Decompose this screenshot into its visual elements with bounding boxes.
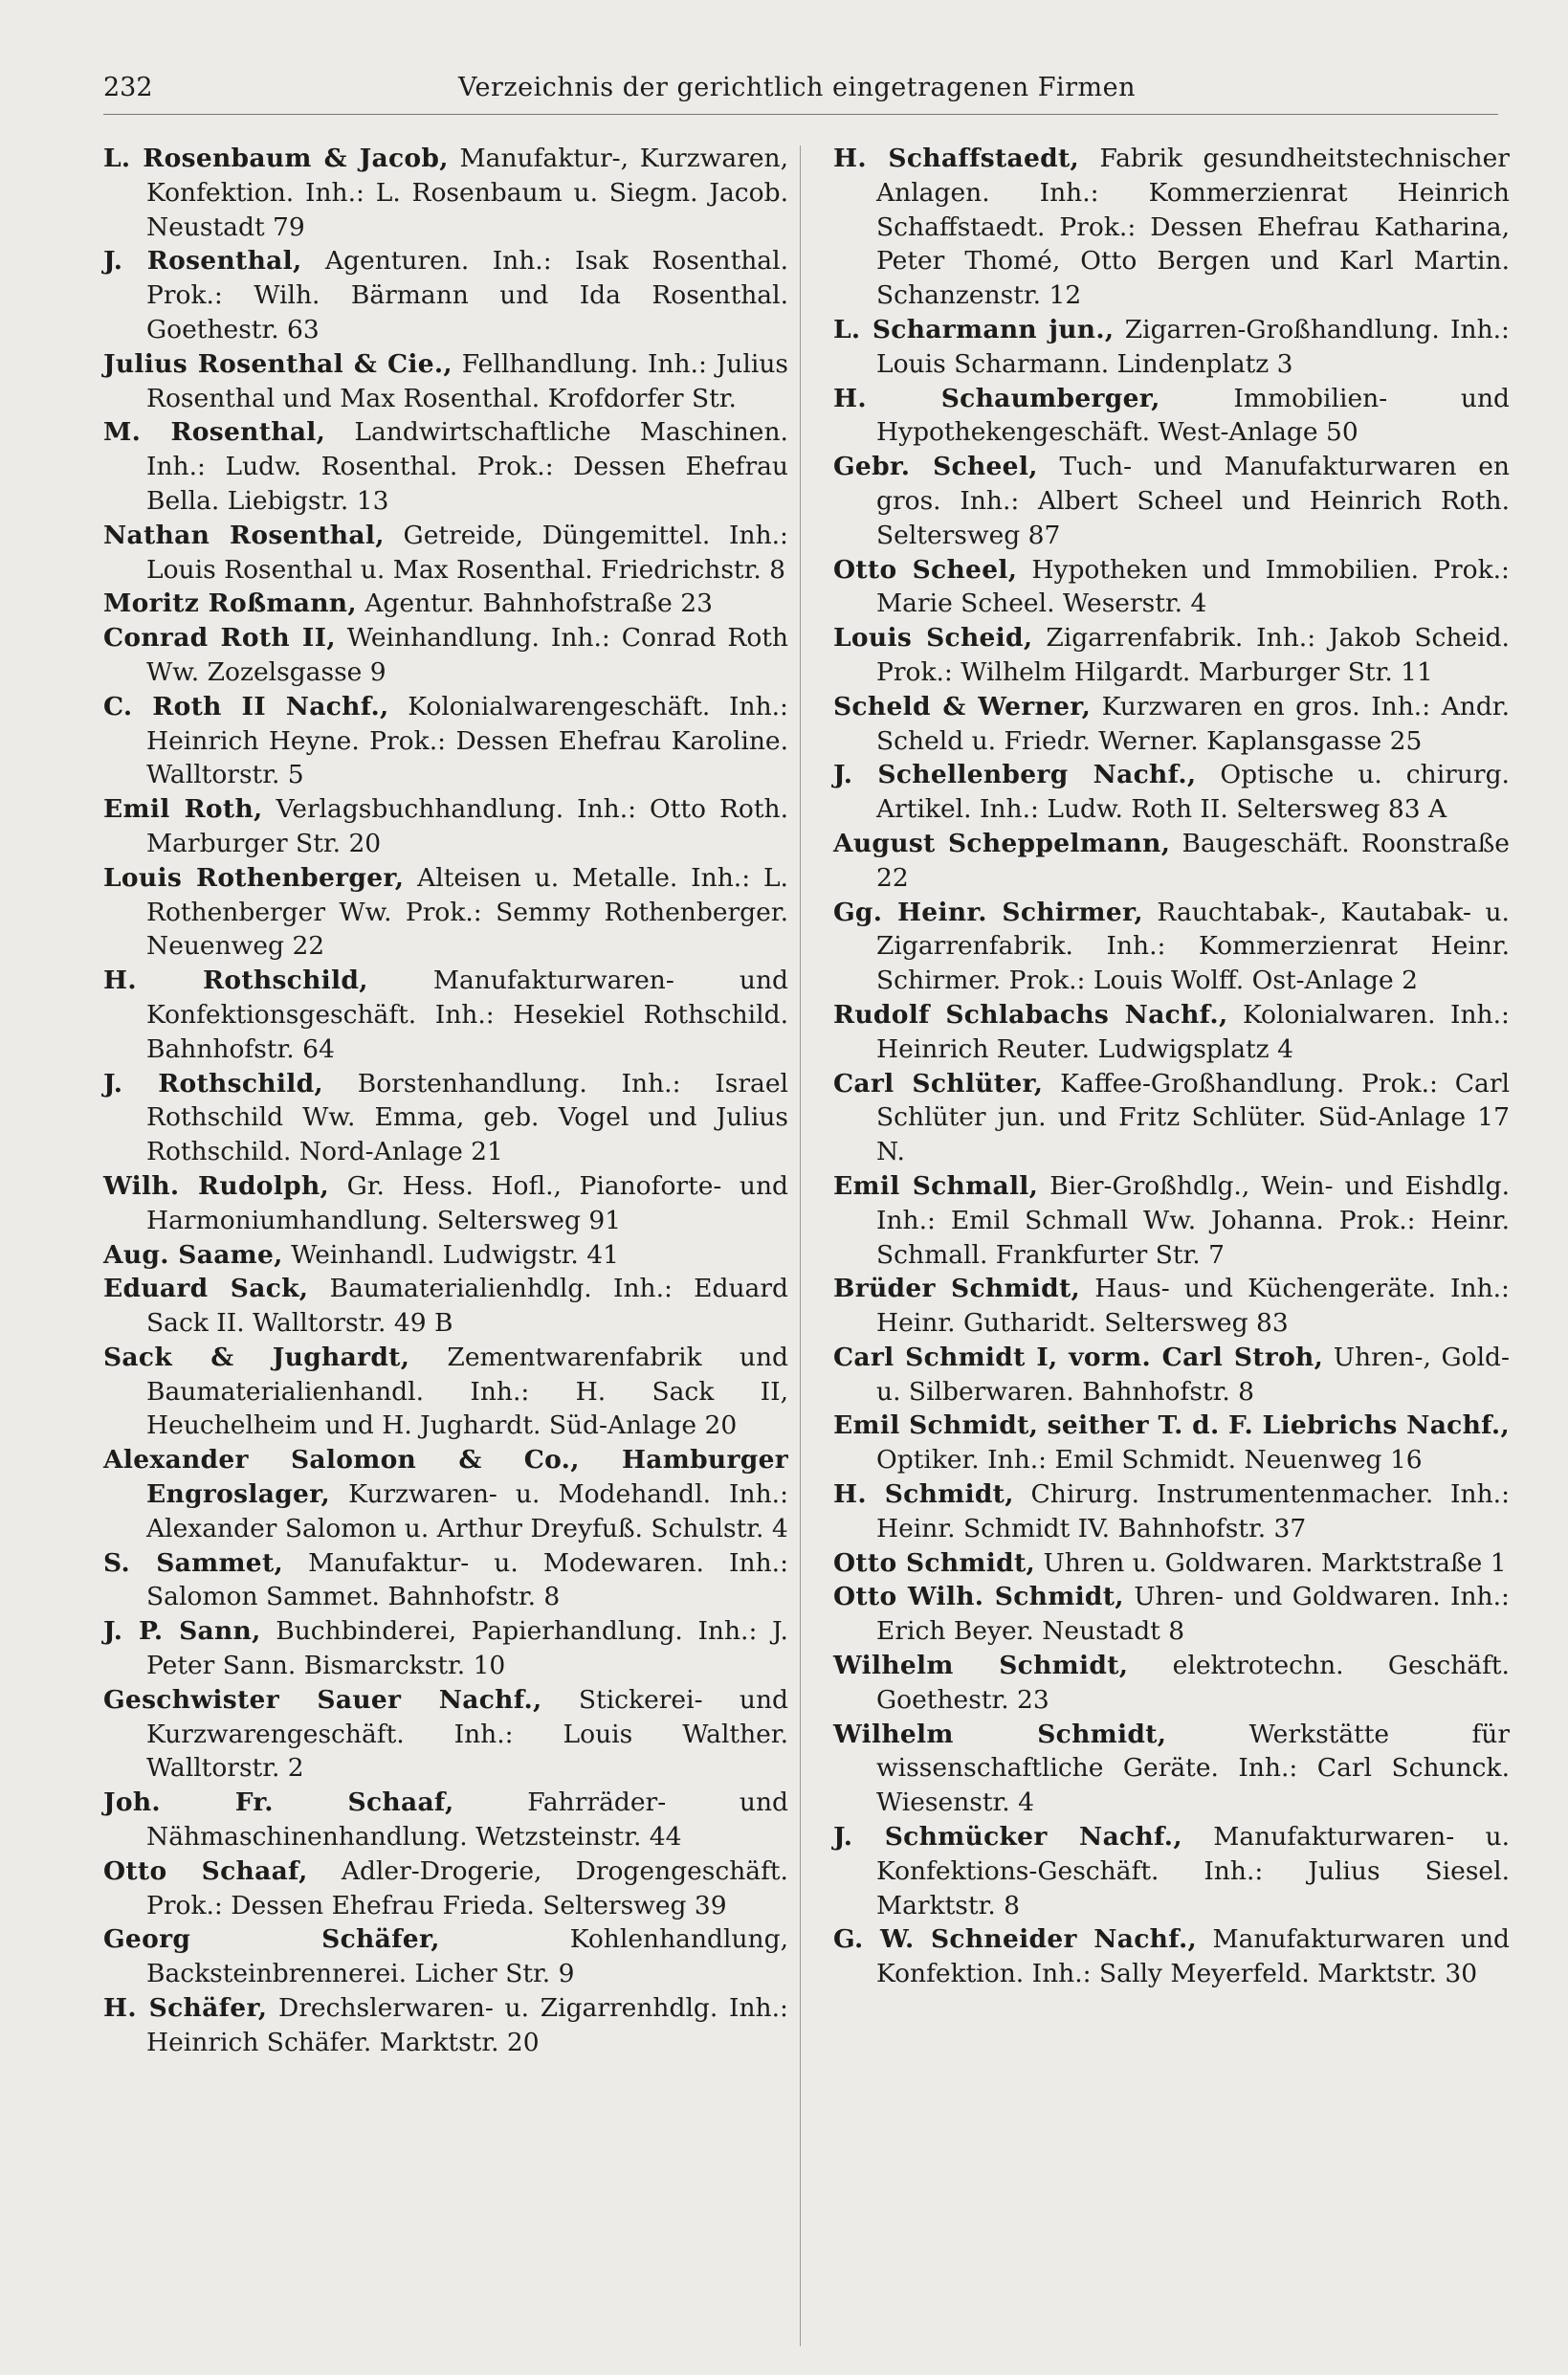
firm-details: Landwirtschaftliche Maschinen. Inh.: Ludw. Rosenthal. Prok.: Dessen Ehefrau Bella. Liebigstr. 13 <box>146 417 788 516</box>
firm-name: M. Rosenthal, <box>103 417 326 448</box>
firm-details: Manufakturwaren und Konfektion. Inh.: Sally Meyerfeld. Marktstr. 30 <box>876 1924 1510 1989</box>
firm-details: Optiker. Inh.: Emil Schmidt. Neuenweg 16 <box>876 1445 1423 1476</box>
directory-entry <box>103 1067 788 1169</box>
firm-name: Otto Wilh. Schmidt, <box>833 1582 1124 1612</box>
firm-details: Weinhandl. Ludwigstr. 41 <box>291 1239 619 1270</box>
firm-details: Borstenhandlung. Inh.: Israel Rothschild Ww. Emma, geb. Vogel und Julius Rothschild. Nord-Anlage 21 <box>146 1068 788 1167</box>
firm-details: Verlagsbuchhandlung. Inh.: Otto Roth. Marburger Str. 20 <box>146 794 788 858</box>
directory-entry <box>103 1922 788 1991</box>
firm-name: Moritz Roßmann, <box>103 588 357 619</box>
firm-name: Otto Scheel, <box>833 554 1018 585</box>
firm-details: Agenturen. Inh.: Isak Rosenthal. Prok.: Wilh. Bärmann und Ida Rosenthal. Goethestr. 63 <box>146 246 788 344</box>
firm-name: Carl Schmidt I, vorm. Carl Stroh, <box>833 1342 1324 1372</box>
firm-details: Manufaktur- u. Modewaren. Inh.: Salomon Sammet. Bahnhofstr. 8 <box>146 1547 788 1612</box>
directory-entry <box>833 382 1510 451</box>
firm-name: Louis Rothenberger, <box>103 862 405 893</box>
directory-entry <box>103 964 788 1066</box>
firm-details: Agentur. Bahnhofstraße 23 <box>364 588 713 619</box>
page-header <box>103 73 1491 111</box>
directory-entry <box>103 1854 788 1923</box>
firm-name: Alexander Salomon & Co., Hamburger Engroslager, <box>103 1445 788 1510</box>
firm-name: Scheld & Werner, <box>833 691 1092 721</box>
firm-name: Otto Schmidt, <box>833 1547 1036 1578</box>
firm-name: Emil Roth, <box>103 794 263 825</box>
firm-name: Wilhelm Schmidt, <box>833 1719 1167 1749</box>
directory-entry <box>103 1238 788 1273</box>
firm-name: Rudolf Schlabachs Nachf., <box>833 999 1228 1030</box>
directory-entry <box>103 1443 788 1545</box>
firm-name: H. Schmidt, <box>833 1479 1014 1510</box>
directory-entry <box>833 1409 1510 1477</box>
directory-entry <box>103 1169 788 1238</box>
firm-name: C. Roth II Nachf., <box>103 691 389 721</box>
firm-details: Buchbinderei, Papierhandlung. Inh.: J. Peter Sann. Bismarckstr. 10 <box>146 1616 788 1681</box>
directory-entry <box>833 998 1510 1067</box>
firm-name: H. Rothschild, <box>103 966 368 996</box>
running-title: Verzeichnis der gerichtlich eingetragenen Firmen <box>458 73 1136 102</box>
directory-entry <box>833 1272 1510 1341</box>
firm-details: Getreide, Düngemittel. Inh.: Louis Rosenthal u. Max Rosenthal. Friedrichstr. 8 <box>146 520 788 585</box>
firm-name: Carl Schlüter, <box>833 1068 1044 1099</box>
firm-details: Zigarren-Großhandlung. Inh.: Louis Scharmann. Lindenplatz 3 <box>876 314 1510 379</box>
firm-name: Gg. Heinr. Schirmer, <box>833 897 1143 927</box>
firm-name: Sack & Jughardt, <box>103 1342 410 1372</box>
firm-name: Julius Rosenthal & Cie., <box>103 348 453 379</box>
firm-details: Stickerei- und Kurzwarengeschäft. Inh.: Louis Walther. Walltorstr. 2 <box>146 1684 788 1784</box>
firm-name: J. Schellenberg Nachf., <box>833 760 1197 790</box>
directory-entry <box>103 244 788 346</box>
directory-entry <box>103 519 788 588</box>
firm-details: Immobilien- und Hypothekengeschäft. West-Anlage 50 <box>876 383 1510 448</box>
directory-entry <box>103 1991 788 2060</box>
firm-details: Uhren-, Gold- u. Silberwaren. Bahnhofstr. 8 <box>876 1342 1510 1407</box>
firm-name: H. Schäfer, <box>103 1993 268 2024</box>
firm-name: Joh. Fr. Schaaf, <box>103 1787 454 1818</box>
directory-entry <box>833 621 1510 690</box>
header-rule <box>103 114 1498 115</box>
directory-entry <box>103 347 788 416</box>
firm-details: Gr. Hess. Hofl., Pianoforte- und Harmoniumhandlung. Seltersweg 91 <box>146 1170 788 1235</box>
firm-name: G. W. Schneider Nachf., <box>833 1924 1198 1955</box>
directory-entry <box>833 827 1510 896</box>
page-number: 232 <box>103 73 153 102</box>
directory-entry <box>103 621 788 690</box>
firm-details: Manufakturwaren- u. Konfektions-Geschäft. Inh.: Julius Siesel. Marktstr. 8 <box>876 1822 1510 1920</box>
firm-details: elektrotechn. Geschäft. Goethestr. 23 <box>876 1651 1510 1715</box>
directory-entry <box>103 415 788 518</box>
firm-details: Alteisen u. Metalle. Inh.: L. Rothenberger Ww. Prok.: Semmy Rothenberger. Neuenweg 22 <box>146 862 788 962</box>
directory-entry <box>833 1169 1510 1272</box>
directory-entry <box>103 1614 788 1683</box>
firm-details: Fahrräder- und Nähmaschinenhandlung. Wetzsteinstr. 44 <box>146 1787 788 1853</box>
firm-name: Gebr. Scheel, <box>833 452 1038 482</box>
firm-details: Kaffee-Großhandlung. Prok.: Carl Schlüter jun. und Fritz Schlüter. Süd-Anlage 17 N. <box>876 1068 1510 1167</box>
firm-details: Kohlenhandlung, Backsteinbrennerei. Licher Str. 9 <box>146 1924 788 1989</box>
directory-entry <box>103 1546 788 1615</box>
directory-entry <box>103 142 788 244</box>
firm-details: Weinhandlung. Inh.: Conrad Roth Ww. Zozelsgasse 9 <box>146 623 788 687</box>
firm-details: Manufakturwaren- und Konfektionsgeschäft. Inh.: Hesekiel Rothschild. Bahnhofstr. 64 <box>146 966 788 1064</box>
directory-entry <box>103 690 788 792</box>
firm-name: S. Sammet, <box>103 1547 284 1578</box>
directory-entry <box>103 1341 788 1443</box>
firm-name: L. Rosenbaum & Jacob, <box>103 144 449 173</box>
firm-details: Drechslerwaren- u. Zigarrenhdlg. Inh.: Heinrich Schäfer. Marktstr. 20 <box>146 1993 788 2057</box>
firm-name: J. Schmücker Nachf., <box>833 1822 1182 1853</box>
firm-name: Wilhelm Schmidt, <box>833 1651 1129 1681</box>
firm-details: Uhren- und Goldwaren. Inh.: Erich Beyer. Neustadt 8 <box>876 1582 1510 1647</box>
firm-name: Conrad Roth II, <box>103 623 336 654</box>
firm-details: Tuch- und Manufakturwaren en gros. Inh.: Albert Scheel und Heinrich Roth. Seltersweg 87 <box>876 452 1510 550</box>
directory-entry <box>833 1922 1510 1991</box>
directory-entry <box>833 896 1510 998</box>
firm-details: Uhren u. Goldwaren. Marktstraße 1 <box>1043 1547 1507 1578</box>
directory-entry <box>833 690 1510 759</box>
directory-entry <box>833 553 1510 622</box>
firm-name: Emil Schmall, <box>833 1170 1039 1201</box>
firm-details: Zementwarenfabrik und Baumaterialienhandl. Inh.: H. Sack II, Heuchelheim und H. Jughardt. Süd-Anlage 20 <box>146 1342 788 1441</box>
directory-entry <box>833 758 1510 827</box>
left-column <box>103 142 788 2060</box>
directory-entry <box>833 313 1510 382</box>
firm-details: Baumaterialienhdlg. Inh.: Eduard Sack II. Walltorstr. 49 B <box>146 1274 788 1339</box>
column-divider <box>800 145 801 2346</box>
directory-entry <box>833 1067 1510 1169</box>
firm-name: H. Schaumberger, <box>833 383 1160 413</box>
directory-entry <box>833 450 1510 552</box>
firm-name: August Scheppelmann, <box>833 828 1171 858</box>
firm-details: Haus- und Küchengeräte. Inh.: Heinr. Gutharidt. Seltersweg 83 <box>876 1274 1510 1339</box>
firm-details: Kolonialwarengeschäft. Inh.: Heinrich Heyne. Prok.: Dessen Ehefrau Karoline. Walltorstr. 5 <box>146 691 788 790</box>
directory-entry <box>103 1683 788 1786</box>
firm-name: Eduard Sack, <box>103 1274 309 1304</box>
firm-name: Nathan Rosenthal, <box>103 520 385 550</box>
firm-details: Fabrik gesundheitstechnischer Anlagen. Inh.: Kommerzienrat Heinrich Schaffstaedt. Prok.: Dessen Ehefrau Katharina, Peter Thomé, Otto Bergen und Karl Martin. Schanzenstr. 12 <box>876 144 1510 311</box>
firm-details: Werkstätte für wissenschaftliche Geräte. Inh.: Carl Schunck. Wiesenstr. 4 <box>876 1719 1510 1818</box>
directory-entry <box>833 1649 1510 1718</box>
directory-entry <box>103 1272 788 1341</box>
firm-details: Hypotheken und Immobilien. Prok.: Marie Scheel. Weserstr. 4 <box>876 554 1510 619</box>
directory-entry <box>833 1341 1510 1409</box>
firm-name: Brüder Schmidt, <box>833 1274 1081 1304</box>
directory-entry <box>833 1718 1510 1820</box>
firm-name: L. Scharmann jun., <box>833 314 1115 344</box>
firm-name: J. P. Sann, <box>103 1616 261 1647</box>
firm-name: J. Rosenthal, <box>103 246 302 277</box>
firm-details: Chirurg. Instrumentenmacher. Inh.: Heinr. Schmidt IV. Bahnhofstr. 37 <box>876 1479 1510 1543</box>
firm-details: Baugeschäft. Roonstraße 22 <box>876 828 1510 893</box>
directory-entry <box>833 1580 1510 1649</box>
firm-name: Otto Schaaf, <box>103 1855 308 1886</box>
directory-entry <box>833 1546 1510 1581</box>
directory-entry <box>103 587 788 621</box>
firm-name: Aug. Saame, <box>103 1239 283 1270</box>
firm-name: Wilh. Rudolph, <box>103 1170 330 1201</box>
firm-details: Manufaktur-, Kurzwaren, Konfektion. Inh.: L. Rosenbaum u. Siegm. Jacob. Neustadt 79 <box>146 144 788 242</box>
firm-details: Fellhandlung. Inh.: Julius Rosenthal und Max Rosenthal. Krofdorfer Str. <box>146 348 788 413</box>
firm-details: Bier-Großhdlg., Wein- und Eishdlg. Inh.: Emil Schmall Ww. Johanna. Prok.: Heinr. Schmall. Frankfurter Str. 7 <box>876 1170 1510 1270</box>
firm-details: Kurzwaren en gros. Inh.: Andr. Scheld u. Friedr. Werner. Kaplansgasse 25 <box>876 691 1510 756</box>
firm-details: Optische u. chirurg. Artikel. Inh.: Ludw. Roth II. Seltersweg 83 A <box>876 760 1510 825</box>
firm-details: Rauchtabak-, Kautabak- u. Zigarrenfabrik. Inh.: Kommerzienrat Heinr. Schirmer. Prok.: Louis Wolff. Ost-Anlage 2 <box>876 897 1510 996</box>
directory-entry <box>103 792 788 861</box>
right-column <box>833 142 1510 1991</box>
firm-name: Georg Schäfer, <box>103 1924 440 1955</box>
firm-details: Adler-Drogerie, Drogengeschäft. Prok.: Dessen Ehefrau Frieda. Seltersweg 39 <box>146 1855 788 1920</box>
directory-entry <box>833 1477 1510 1546</box>
firm-name: Louis Scheid, <box>833 623 1033 654</box>
firm-details: Kolonialwaren. Inh.: Heinrich Reuter. Ludwigsplatz 4 <box>876 999 1510 1064</box>
firm-name: J. Rothschild, <box>103 1068 323 1099</box>
directory-entry <box>103 861 788 964</box>
firm-details: Kurzwaren- u. Modehandl. Inh.: Alexander Salomon u. Arthur Dreyfuß. Schulstr. 4 <box>146 1479 788 1543</box>
directory-entry <box>833 1820 1510 1922</box>
firm-name: H. Schaffstaedt, <box>833 144 1080 173</box>
firm-details: Zigarrenfabrik. Inh.: Jakob Scheid. Prok.: Wilhelm Hilgardt. Marburger Str. 11 <box>876 623 1510 687</box>
firm-name: Geschwister Sauer Nachf., <box>103 1684 542 1715</box>
firm-name: Emil Schmidt, seither T. d. F. Liebrichs Nachf., <box>833 1410 1510 1441</box>
directory-entry <box>833 142 1510 313</box>
directory-entry <box>103 1786 788 1854</box>
